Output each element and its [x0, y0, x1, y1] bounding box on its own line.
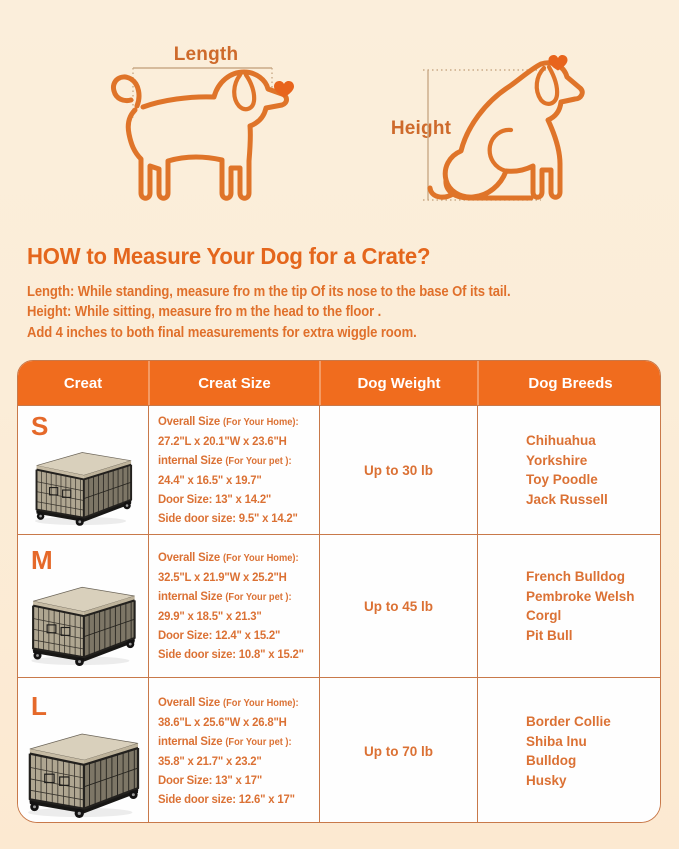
breed: Pembroke Welsh [526, 588, 635, 604]
overall-dims: 38.6"L x 25.6"W x 26.8"H [158, 715, 287, 729]
sitting-dog-rear-paw [446, 180, 531, 198]
intro-instructions [27, 282, 603, 343]
internal-size-line: internal Size (For Your pet ): [158, 589, 292, 603]
breed: Chihuahua [526, 433, 596, 448]
internal-size-line: internal Size (For Your pet ): [158, 453, 292, 467]
door-size: Door Size: 13" x 14.2" [158, 492, 272, 506]
breed: Husky [526, 772, 567, 788]
table-row-m-breeds-cell [477, 534, 661, 677]
breed: Toy Poodle [526, 472, 598, 487]
table-row-s-crate-cell [18, 405, 148, 534]
table-row-s-breeds-cell [477, 405, 661, 534]
sitting-dog-illustration [413, 50, 593, 208]
crate-size-table [17, 360, 661, 823]
intro-line-length: Length: While standing, measure fro m the tip Of its nose to the base Of its tail. [27, 284, 511, 300]
standing-dog-tail [113, 77, 139, 106]
table-row-l-size-cell [148, 677, 319, 823]
overall-size-line: Overall Size (For Your Home): [158, 414, 299, 428]
table-row-l-weight-cell: Up to 70 lb [319, 677, 477, 823]
page-title: HOW to Measure Your Dog for a Crate? [27, 243, 431, 269]
header-creat-size: Creat Size [148, 361, 319, 405]
side-door-size: Side door size: 9.5" x 14.2" [158, 511, 298, 525]
table-row-m-crate-cell [18, 534, 148, 677]
intro-line-height: Height: While sitting, measure fro m the head to the floor . [27, 304, 382, 321]
side-door-size: Side door size: 12.6" x 17" [158, 792, 295, 806]
standing-dog-outline [128, 72, 286, 198]
intro-line-wiggle: Add 4 inches to both final measurements for extra wiggle room. [27, 324, 417, 341]
standing-dog-illustration [105, 60, 297, 210]
sitting-dog-outline [445, 63, 582, 197]
heart-icon [274, 81, 294, 98]
table-row-s-size-cell [148, 405, 319, 534]
size-letter-s: S [31, 411, 49, 441]
table-row-s-weight-cell: Up to 30 lb [319, 405, 477, 534]
header-creat: Creat [18, 361, 148, 405]
crate-product-image-m [26, 575, 140, 666]
header-dog-breeds: Dog Breeds [477, 361, 661, 405]
door-size: Door Size: 12.4" x 15.2" [158, 628, 281, 642]
sitting-dog-thigh-line [490, 130, 511, 171]
intro-section [27, 243, 667, 343]
breed: Jack Russell [526, 491, 608, 507]
crate-product-image-l [22, 721, 144, 818]
breed: Yorkshire [526, 452, 588, 468]
sitting-dog-ear [537, 67, 557, 104]
internal-size-line: internal Size (For Your pet ): [158, 734, 292, 748]
overall-size-line: Overall Size (For Your Home): [158, 695, 299, 709]
overall-dims: 32.5"L x 21.9"W x 25.2"H [158, 570, 287, 584]
table-row-l-breeds-cell [477, 677, 661, 823]
size-letter-l: L [31, 691, 47, 721]
table-row-l-crate-cell [18, 677, 148, 823]
internal-dims: 35.8" x 21.7" x 23.2" [158, 754, 262, 768]
door-size: Door Size: 13" x 17" [158, 773, 263, 787]
size-letter-m: M [31, 545, 53, 575]
breed: Corgl [526, 608, 562, 623]
breed: French Bulldog [526, 569, 625, 584]
breed: Shiba lnu [526, 733, 587, 749]
crate-product-image-s [30, 441, 136, 526]
breed: Pit Bull [526, 627, 573, 643]
length-label: Length [173, 44, 239, 65]
side-door-size: Side door size: 10.8" x 15.2" [158, 647, 304, 661]
height-label: Height [390, 118, 452, 139]
internal-dims: 29.9" x 18.5" x 21.3" [158, 609, 262, 623]
standing-dog-ear [234, 75, 254, 109]
header-dog-weight: Dog Weight [319, 361, 477, 405]
table-row-m-weight-cell: Up to 45 lb [319, 534, 477, 677]
table-row-m-size-cell [148, 534, 319, 677]
breed: Border Collie [526, 714, 611, 729]
breed: Bulldog [526, 753, 577, 768]
internal-dims: 24.4" x 16.5" x 19.7" [158, 473, 262, 487]
overall-size-line: Overall Size (For Your Home): [158, 550, 299, 564]
overall-dims: 27.2"L x 20.1"W x 23.6"H [158, 434, 287, 448]
